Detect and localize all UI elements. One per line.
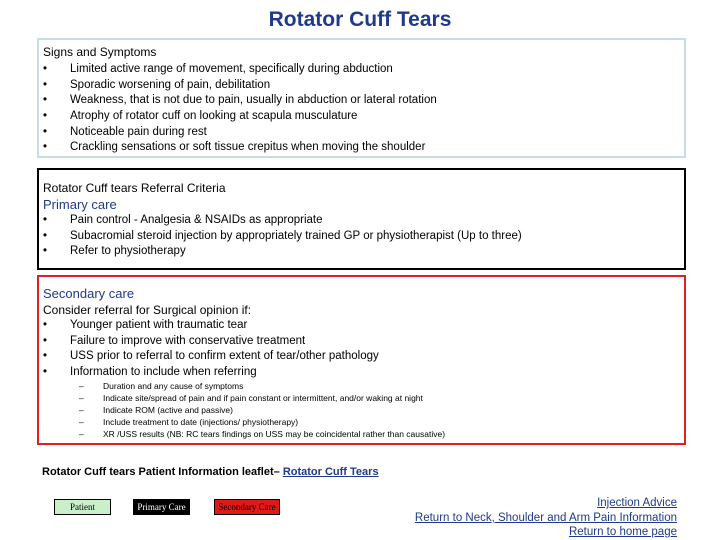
list-item bbox=[43, 318, 379, 334]
referral-info-sublist bbox=[79, 380, 445, 440]
list-item bbox=[43, 62, 437, 78]
bullet-icon: • bbox=[43, 141, 48, 154]
primary-care-button[interactable]: Primary Care bbox=[133, 499, 190, 515]
list-item bbox=[43, 125, 437, 141]
bullet-icon: • bbox=[43, 366, 48, 379]
list-item-text: Duration and any cause of symptoms bbox=[103, 381, 244, 391]
patient-leaflet-line bbox=[42, 466, 379, 478]
bullet-icon: • bbox=[43, 63, 48, 75]
list-item-text: Pain control - Analgesia & NSAIDs as appropriate bbox=[70, 214, 323, 226]
signs-heading: Signs and Symptoms bbox=[43, 45, 157, 59]
referral-heading: Rotator Cuff tears Referral Criteria bbox=[43, 181, 226, 195]
list-item bbox=[43, 244, 522, 260]
bullet-icon: • bbox=[43, 334, 48, 347]
list-item-text: Limited active range of movement, specifically during abduction bbox=[70, 63, 393, 75]
list-item bbox=[43, 140, 437, 156]
list-item bbox=[43, 109, 437, 125]
secondary-care-intro: Consider referral for Surgical opinion if: bbox=[43, 303, 252, 317]
leaflet-link[interactable]: Rotator Cuff Tears bbox=[282, 466, 379, 478]
list-item bbox=[43, 365, 379, 381]
list-item-text: Noticeable pain during rest bbox=[70, 125, 207, 138]
secondary-care-title: Secondary care bbox=[43, 286, 135, 301]
signs-list bbox=[43, 62, 437, 156]
bullet-icon: • bbox=[43, 214, 48, 226]
list-item-text: Indicate ROM (active and passive) bbox=[103, 405, 233, 415]
list-item bbox=[79, 416, 445, 428]
list-item bbox=[79, 404, 445, 416]
bullet-icon: • bbox=[43, 350, 48, 363]
leaflet-label: Rotator Cuff tears Patient Information leaflet– bbox=[42, 466, 283, 478]
list-item-text: Refer to physiotherapy bbox=[70, 245, 186, 258]
list-item bbox=[43, 229, 522, 245]
list-item bbox=[43, 334, 379, 350]
secondary-care-list bbox=[43, 318, 379, 381]
dash-icon: – bbox=[79, 381, 84, 391]
dash-icon: – bbox=[79, 405, 84, 415]
bullet-icon: • bbox=[43, 125, 48, 138]
list-item-text: Information to include when referring bbox=[70, 366, 257, 379]
list-item bbox=[43, 213, 522, 229]
page-title: Rotator Cuff Tears bbox=[268, 8, 452, 31]
dash-icon: – bbox=[79, 417, 84, 427]
list-item-text: Sporadic worsening of pain, debilitation bbox=[70, 78, 271, 91]
return-neck-shoulder-link[interactable]: Return to Neck, Shoulder and Arm Pain Information bbox=[414, 511, 677, 524]
list-item-text: Failure to improve with conservative treatment bbox=[70, 334, 306, 347]
bullet-icon: • bbox=[43, 94, 48, 107]
list-item-text: XR /USS results (NB: RC tears findings on USS may be coincidental rather than causative) bbox=[103, 429, 446, 439]
list-item-text: Subacromial steroid injection by appropriately trained GP or physiotherapist (Up to three) bbox=[70, 229, 522, 242]
list-item-text: Include treatment to date (injections/ physiotherapy) bbox=[103, 417, 299, 427]
bullet-icon: • bbox=[43, 245, 48, 258]
list-item-text: Crackling sensations or soft tissue crepitus when moving the shoulder bbox=[70, 141, 426, 154]
navigation-links bbox=[415, 496, 677, 540]
dash-icon: – bbox=[79, 429, 84, 439]
bullet-icon: • bbox=[43, 78, 48, 91]
list-item-text: USS prior to referral to confirm extent of tear/other pathology bbox=[70, 350, 379, 363]
return-home-link[interactable]: Return to home page bbox=[568, 526, 677, 538]
list-item bbox=[79, 392, 445, 404]
bullet-icon: • bbox=[43, 229, 48, 242]
list-item-text: Indicate site/spread of pain and if pain constant or intermittent, and/or waking at night bbox=[103, 393, 423, 403]
list-item bbox=[79, 380, 445, 392]
list-item bbox=[43, 349, 379, 365]
list-item-text: Younger patient with traumatic tear bbox=[70, 319, 248, 331]
list-item bbox=[79, 428, 445, 440]
list-item-text: Atrophy of rotator cuff on looking at scapula musculature bbox=[70, 110, 358, 123]
secondary-care-button[interactable]: Secondary Care bbox=[214, 499, 280, 515]
bullet-icon: • bbox=[43, 319, 48, 331]
injection-advice-link[interactable]: Injection Advice bbox=[597, 497, 677, 509]
list-item-text: Weakness, that is not due to pain, usually in abduction or lateral rotation bbox=[70, 94, 437, 107]
primary-care-list bbox=[43, 213, 522, 260]
dash-icon: – bbox=[79, 393, 84, 403]
list-item bbox=[43, 93, 437, 109]
primary-care-title: Primary care bbox=[43, 197, 117, 212]
list-item bbox=[43, 78, 437, 94]
bullet-icon: • bbox=[43, 110, 48, 123]
patient-button[interactable]: Patient bbox=[54, 499, 111, 515]
